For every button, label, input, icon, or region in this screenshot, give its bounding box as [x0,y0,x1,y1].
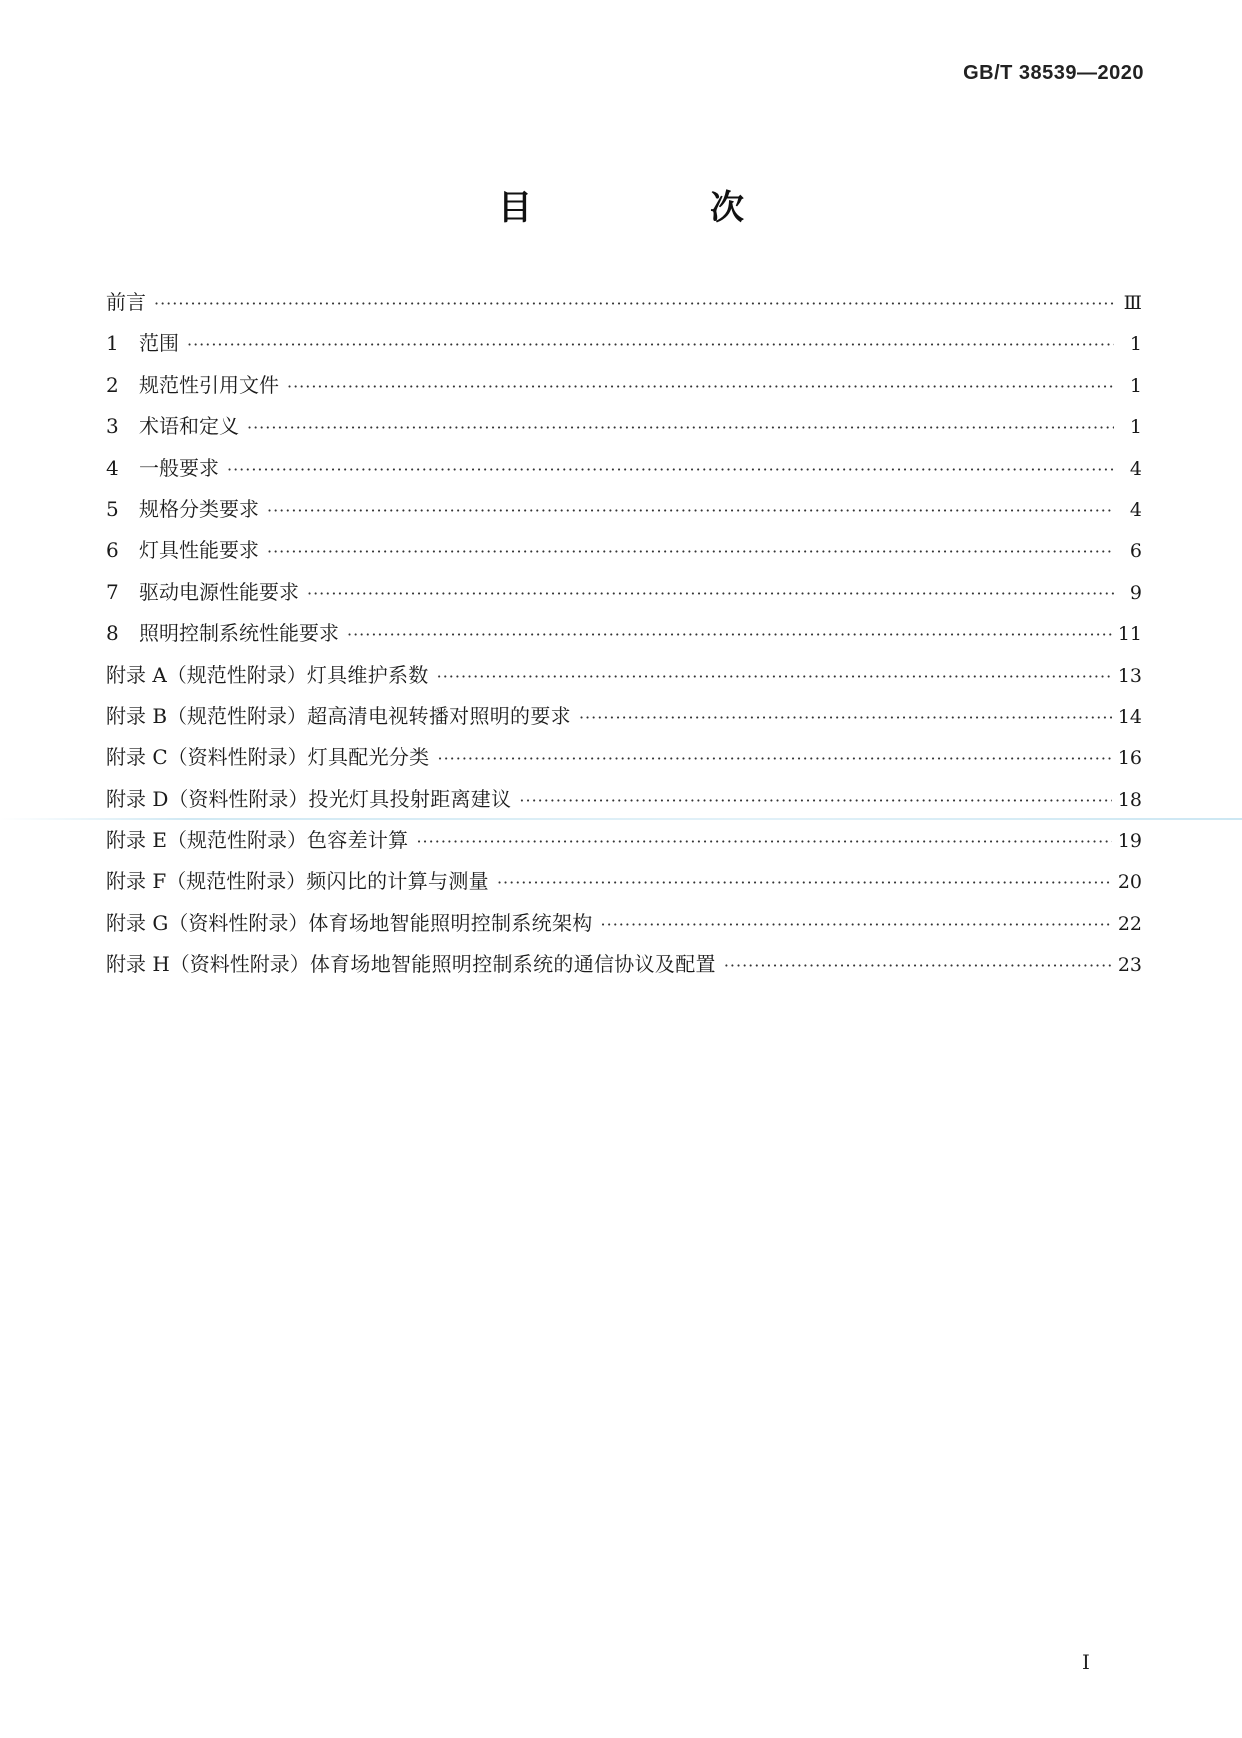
scan-artifact-line [0,818,1242,820]
toc-entry-annex-c[interactable] [106,741,1142,782]
dot-leader [437,749,1111,768]
dot-leader [601,915,1112,934]
dot-leader [154,294,1114,313]
annex-prefix: 附录 C（资料性附录） [106,745,308,770]
annex-prefix: 附录 E（规范性附录） [106,828,307,853]
toc-entry-label: 范围 [139,331,179,356]
toc-entry-3[interactable] [106,410,1142,451]
page-number: I [1082,1650,1090,1674]
dot-leader [497,873,1112,892]
toc-entry-annex-g[interactable] [106,907,1142,948]
toc-entry-page: 23 [1117,954,1142,977]
toc-entry-label: 灯具性能要求 [139,538,259,563]
toc-entry-label: 体育场地智能照明控制系统架构 [308,910,593,935]
toc-entry-annex-h[interactable] [106,948,1142,989]
toc-entry-label: 照明控制系统性能要求 [139,621,339,646]
dot-leader [267,542,1114,561]
toc-entry-page: 1 [1129,374,1142,397]
toc-entry-number: 6 [106,538,119,563]
annex-prefix: 附录 H（资料性附录） [106,952,310,977]
toc-entry-2[interactable] [106,369,1142,410]
toc-entry-annex-f[interactable] [106,865,1142,906]
dot-leader [307,584,1114,603]
toc-entry-annex-b[interactable] [106,700,1142,741]
dot-leader [347,625,1112,644]
toc-entry-label: 规范性引用文件 [139,372,279,397]
annex-prefix: 附录 F（规范性附录） [106,869,307,894]
toc-entry-label: 频闪比的计算与测量 [306,869,489,894]
toc-entry-page: 22 [1117,912,1142,935]
table-of-contents [106,286,1142,990]
annex-prefix: 附录 A（规范性附录） [106,662,307,687]
toc-entry-page: 1 [1129,416,1142,439]
toc-entry-5[interactable] [106,493,1142,534]
toc-entry-number: 7 [106,579,119,604]
dot-leader [437,667,1112,686]
toc-entry-7[interactable] [106,576,1142,617]
toc-entry-page: 4 [1129,457,1142,480]
page-title: 目 次 [498,188,816,228]
dot-leader [247,418,1114,437]
toc-entry-8[interactable] [106,617,1142,658]
toc-entry-page: 11 [1117,623,1142,646]
toc-entry-page: 20 [1117,871,1142,894]
toc-entry-page: 19 [1117,830,1142,853]
dot-leader [519,791,1111,810]
toc-entry-label: 灯具配光分类 [307,745,430,770]
toc-entry-number: 1 [106,331,119,356]
toc-entry-number: 8 [106,621,119,646]
toc-entry-page: 6 [1129,540,1142,563]
toc-entry-number: 4 [106,455,119,480]
dot-leader [187,335,1114,354]
toc-entry-page: 14 [1117,705,1142,728]
toc-entry-page: 1 [1129,333,1142,356]
toc-entry-label: 一般要求 [139,455,219,480]
toc-entry-page: Ⅲ [1123,292,1142,314]
dot-leader [287,377,1114,396]
dot-leader [724,956,1112,975]
standard-code: GB/T 38539—2020 [963,62,1144,84]
annex-prefix: 附录 D（资料性附录） [106,786,309,811]
toc-entry-label: 超高清电视转播对照明的要求 [307,703,571,728]
toc-entry-label: 规格分类要求 [139,496,259,521]
dot-leader [227,460,1114,479]
toc-entry-page: 18 [1117,788,1142,811]
toc-entry-1[interactable] [106,327,1142,368]
annex-prefix: 附录 B（规范性附录） [106,703,308,728]
dot-leader [416,832,1111,851]
toc-entry-label: 术语和定义 [139,414,239,439]
toc-entry-label: 前言 [106,290,146,314]
toc-entry-page: 9 [1129,581,1142,604]
toc-entry-number: 3 [106,414,119,439]
toc-entry-4[interactable] [106,452,1142,493]
toc-entry-annex-a[interactable] [106,659,1142,700]
toc-entry-label: 灯具维护系数 [306,662,429,687]
toc-entry-label: 驱动电源性能要求 [139,579,299,604]
toc-entry-6[interactable] [106,534,1142,575]
dot-leader [267,501,1114,520]
toc-entry-number: 5 [106,496,119,521]
toc-entry-label: 色容差计算 [306,828,409,853]
toc-entry-number: 2 [106,372,119,397]
toc-entry-label: 投光灯具投射距离建议 [308,786,512,811]
annex-prefix: 附录 G（资料性附录） [106,910,309,935]
toc-entry-label: 体育场地智能照明控制系统的通信协议及配置 [309,952,716,977]
toc-entry-page: 13 [1117,664,1142,687]
toc-entry-foreword[interactable] [106,286,1142,327]
dot-leader [579,708,1112,727]
toc-entry-page: 4 [1129,498,1142,521]
toc-entry-page: 16 [1117,747,1142,770]
toc-entry-annex-e[interactable] [106,824,1142,865]
